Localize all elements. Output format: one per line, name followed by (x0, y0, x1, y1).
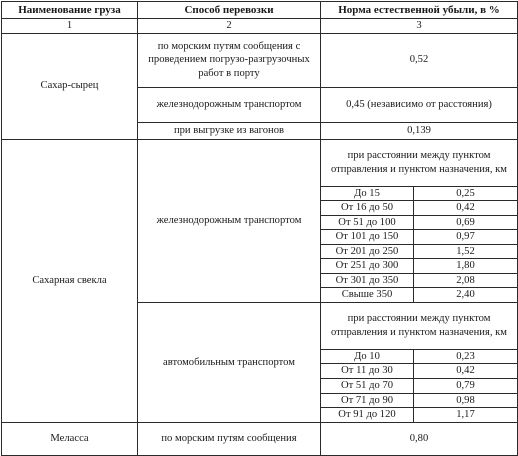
norm-cell: 0,42 (414, 201, 518, 216)
method-cell-auto: автомобильным транспортом (138, 302, 321, 422)
norm-cell: 0,98 (414, 393, 518, 408)
norm-cell: 0,52 (321, 33, 518, 87)
loss-norms-table (1, 1, 518, 456)
norm-cell: 0,97 (414, 230, 518, 245)
method-cell: по морским путям сообщения (138, 422, 321, 455)
distance-range: От 91 до 120 (321, 408, 414, 423)
distance-range: От 51 до 100 (321, 215, 414, 230)
cargo-name-beet: Сахарная свекла (2, 139, 138, 422)
norm-cell: 0,79 (414, 379, 518, 394)
header-method: Способ перевозки (138, 2, 321, 19)
distance-range: От 251 до 300 (321, 259, 414, 274)
norm-cell: 2,08 (414, 273, 518, 288)
cargo-name-molasses: Меласса (2, 422, 138, 455)
header-row (2, 2, 518, 19)
norm-cell: 0,80 (321, 422, 518, 455)
distance-note: при расстоянии между пунктом отправления и пунктом назначения, км (321, 139, 518, 186)
norm-cell: 1,52 (414, 244, 518, 259)
table-row (2, 33, 518, 87)
distance-range: Свыше 350 (321, 288, 414, 303)
method-cell: по морским путям сообщения с проведением погрузо-разгрузочных работ в порту (138, 33, 321, 87)
column-number-1: 1 (2, 19, 138, 34)
norm-cell: 1,80 (414, 259, 518, 274)
method-cell: железнодорожным транспортом (138, 87, 321, 122)
method-cell: при выгрузке из вагонов (138, 122, 321, 139)
table-row (2, 422, 518, 455)
header-cargo: Наименование груза (2, 2, 138, 19)
norm-cell: 2,40 (414, 288, 518, 303)
norm-cell: 0,69 (414, 215, 518, 230)
norm-cell: 0,23 (414, 349, 518, 364)
column-number-3: 3 (321, 19, 518, 34)
norm-cell: 0,139 (321, 122, 518, 139)
norm-cell: 0,42 (414, 364, 518, 379)
distance-range: До 15 (321, 186, 414, 201)
distance-note: при расстоянии между пунктом отправления и пунктом назначения, км (321, 302, 518, 349)
norm-cell: 1,17 (414, 408, 518, 423)
distance-range: От 11 до 30 (321, 364, 414, 379)
column-number-2: 2 (138, 19, 321, 34)
norm-cell: 0,45 (независимо от расстояния) (321, 87, 518, 122)
distance-range: От 101 до 150 (321, 230, 414, 245)
column-number-row (2, 19, 518, 34)
table-row (2, 139, 518, 186)
distance-range: От 51 до 70 (321, 379, 414, 394)
distance-range: От 201 до 250 (321, 244, 414, 259)
distance-range: От 71 до 90 (321, 393, 414, 408)
distance-range: От 301 до 350 (321, 273, 414, 288)
cargo-name-sugar: Сахар-сырец (2, 33, 138, 139)
header-norm: Норма естественной убыли, в % (321, 2, 518, 19)
method-cell-rail: железнодорожным транспортом (138, 139, 321, 302)
distance-range: До 10 (321, 349, 414, 364)
norm-cell: 0,25 (414, 186, 518, 201)
distance-range: От 16 до 50 (321, 201, 414, 216)
